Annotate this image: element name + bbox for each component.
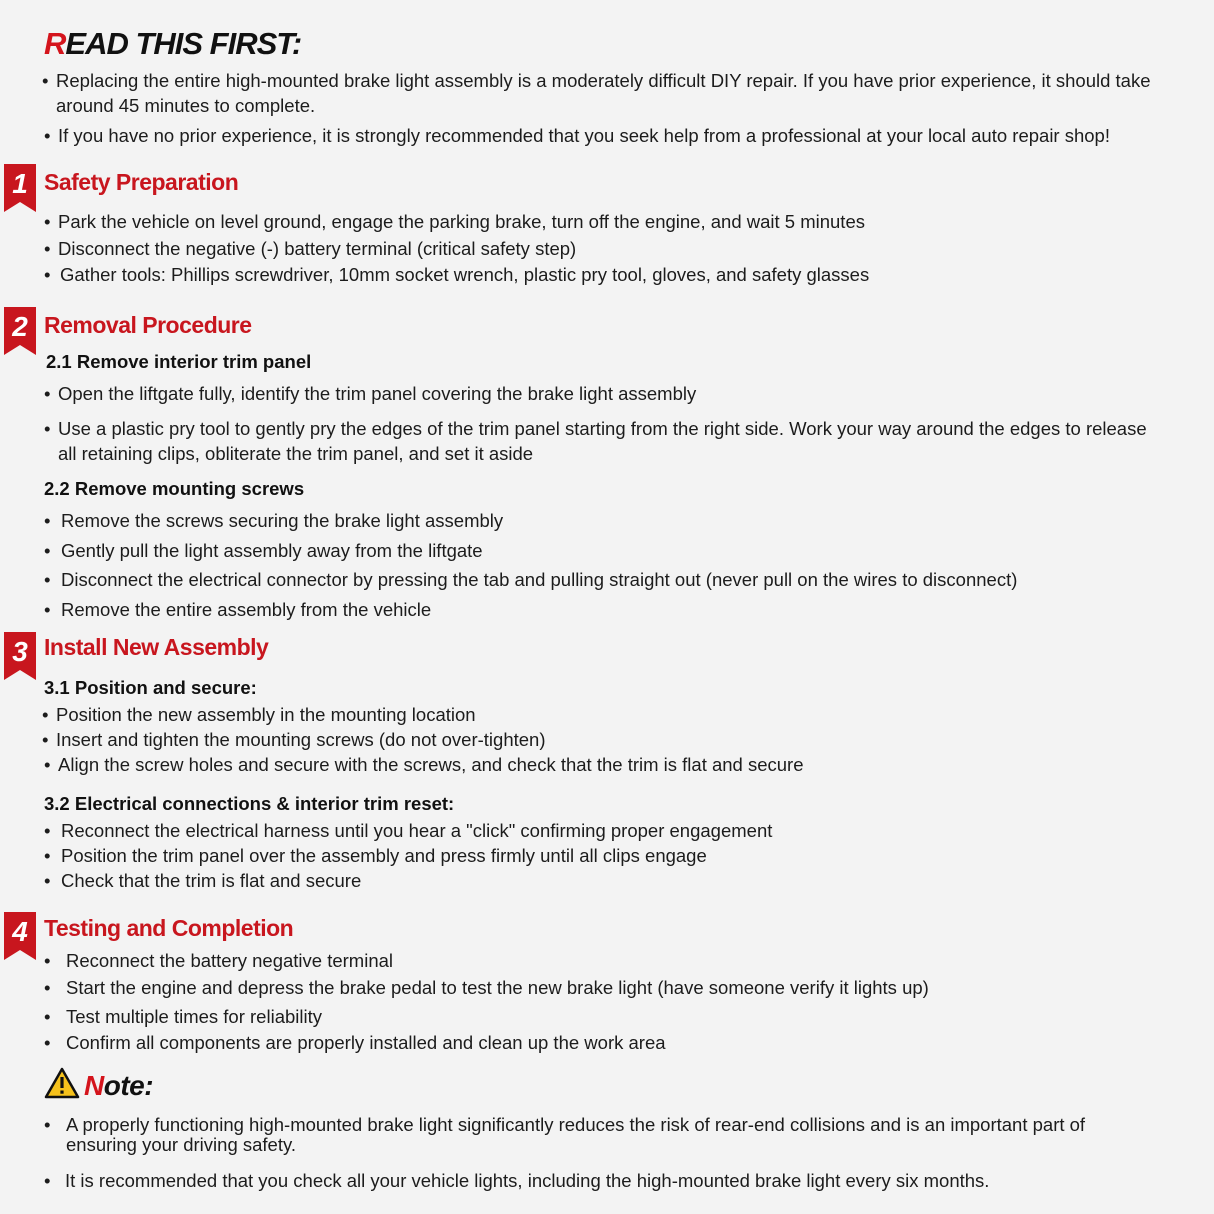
- step-badge-1: 1: [4, 164, 36, 212]
- subsection-title: 2.2 Remove mounting screws: [44, 478, 305, 499]
- step-badge-4: 4: [4, 912, 36, 960]
- section-title-safety: Safety Preparation: [44, 169, 239, 195]
- step-badge-3: 3: [4, 632, 36, 680]
- section-title-install: Install New Assembly: [44, 634, 269, 660]
- step-badge-2: 2: [4, 307, 36, 355]
- page-title: READ THIS FIRST:: [44, 26, 302, 61]
- section-title-testing: Testing and Completion: [44, 915, 294, 941]
- section-title-removal: Removal Procedure: [44, 312, 252, 338]
- note-title: Note:: [84, 1070, 154, 1101]
- subsection-title: 2.1 Remove interior trim panel: [46, 351, 312, 372]
- subsection-title: 3.2 Electrical connections & interior trim reset:: [44, 793, 455, 814]
- warning-triangle-icon: [44, 1067, 80, 1099]
- subsection-title: 3.1 Position and secure:: [44, 677, 257, 698]
